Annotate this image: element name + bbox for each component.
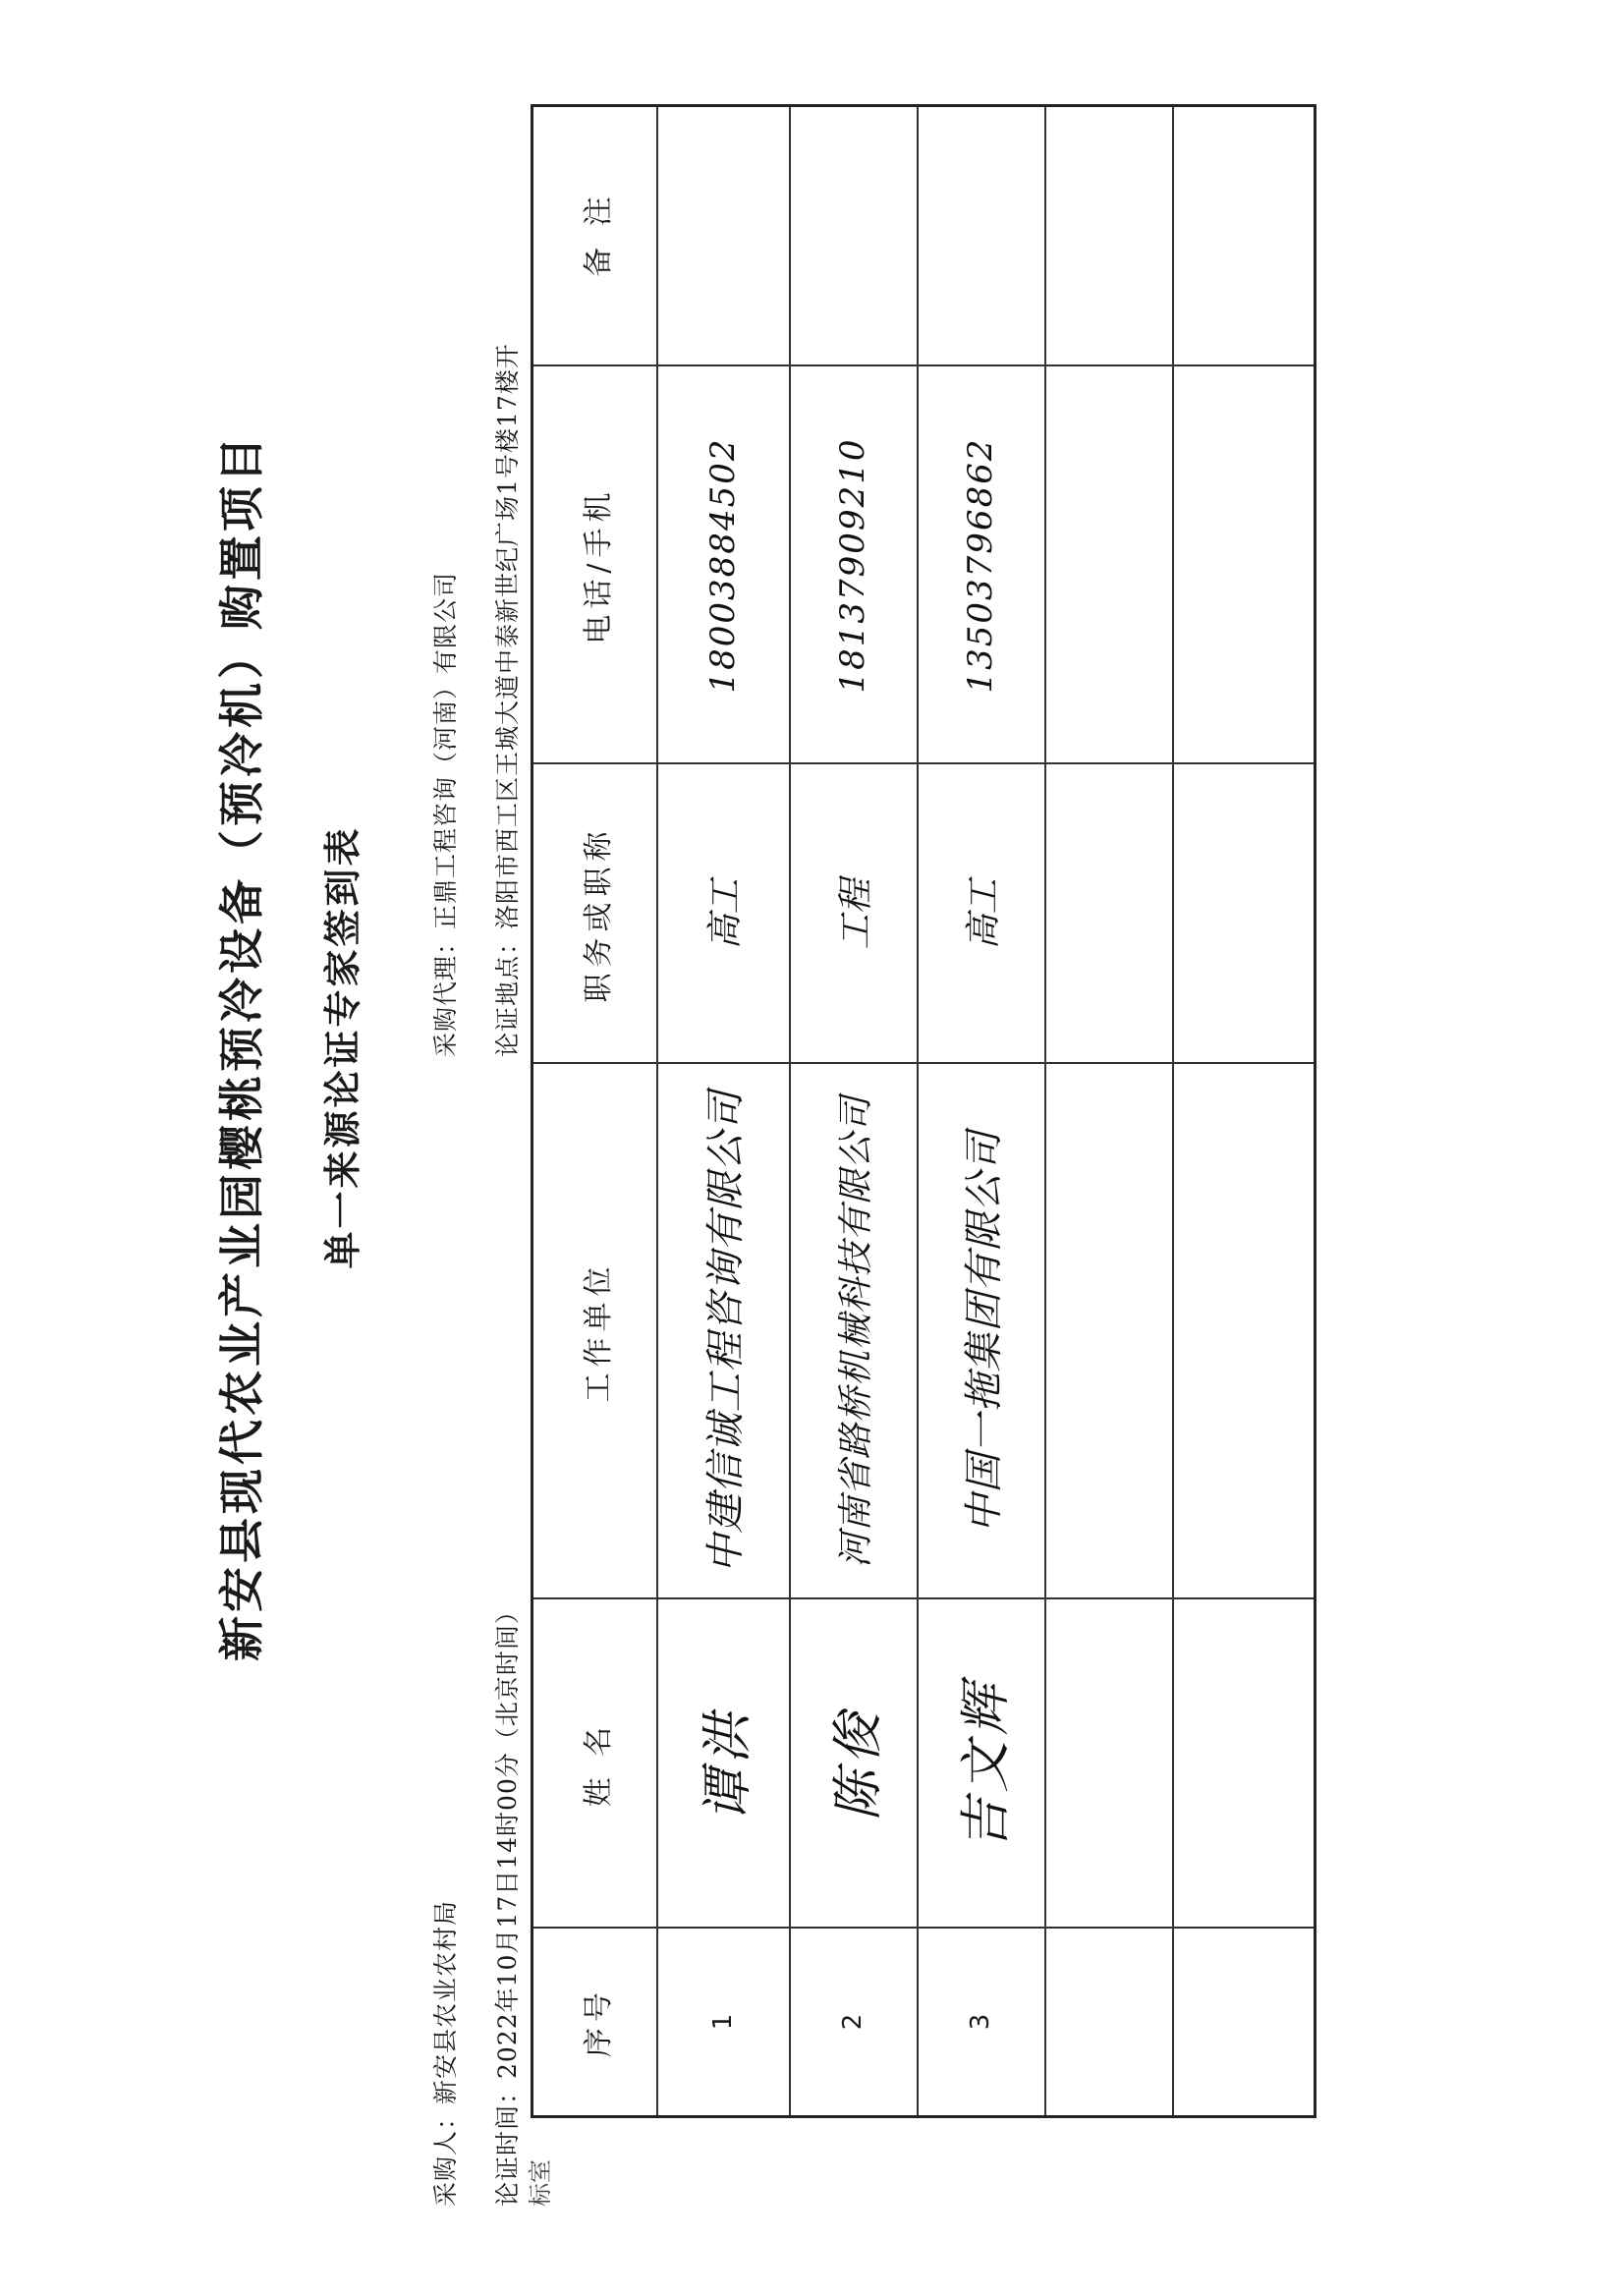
expert-name-signature: 吉文辉 [956, 1678, 1016, 1850]
document-title: 新安县现代农业产业园樱桃预冷设备（预冷机）购置项目 [215, 433, 268, 1661]
demonstration-location-line: 论证地点：洛阳市西工区王城大道中泰新世纪广场1号楼17楼开 [493, 343, 522, 1057]
position-title: 高工 [963, 878, 1004, 950]
work-unit: 河南省路桥机械科技有限公司 [835, 1095, 876, 1569]
purchaser-line: 采购人：新安县农业农村局 [431, 1899, 460, 2207]
row-number: 1 [707, 2013, 738, 2031]
work-unit: 中国一拖集团有限公司 [961, 1130, 1007, 1534]
row-divider [1172, 107, 1174, 2115]
position-title: 工程 [835, 878, 876, 950]
row-number: 2 [838, 2013, 868, 2031]
note [656, 101, 789, 366]
header-notes: 备 注 [581, 191, 616, 277]
phone-number: 13503796862 [961, 437, 1000, 694]
row-number: 3 [966, 2013, 995, 2031]
header-no: 序号 [581, 1987, 616, 2057]
header-name: 姓 名 [581, 1720, 616, 1808]
agency-line: 采购代理：正鼎工程咨询（河南）有限公司 [431, 571, 460, 1057]
phone-number: 18003884502 [702, 437, 743, 694]
header-position: 职务或职称 [581, 825, 616, 1003]
work-unit: 中建信诚工程咨询有限公司 [703, 1090, 749, 1574]
sign-in-table [531, 104, 1316, 2118]
note [917, 101, 1044, 366]
note [789, 101, 917, 366]
expert-name-signature: 谭洪 [699, 1707, 757, 1821]
demonstration-time-line: 论证时间：2022年10月17日14时00分（北京时间） [493, 1598, 522, 2207]
position-title: 高工 [705, 878, 746, 950]
row-number [1044, 1929, 1172, 2115]
header-work-unit: 工作单位 [581, 1260, 616, 1403]
phone-number: 18137909210 [833, 437, 872, 694]
row-divider [1044, 107, 1046, 2115]
row-number [1172, 1929, 1319, 2115]
document-subtitle: 单一来源论证专家签到表 [320, 825, 364, 1269]
location-overflow-text: 标室 [527, 2159, 554, 2207]
expert-name-signature: 陈俊 [828, 1707, 888, 1821]
header-phone: 电话/手机 [581, 486, 616, 644]
